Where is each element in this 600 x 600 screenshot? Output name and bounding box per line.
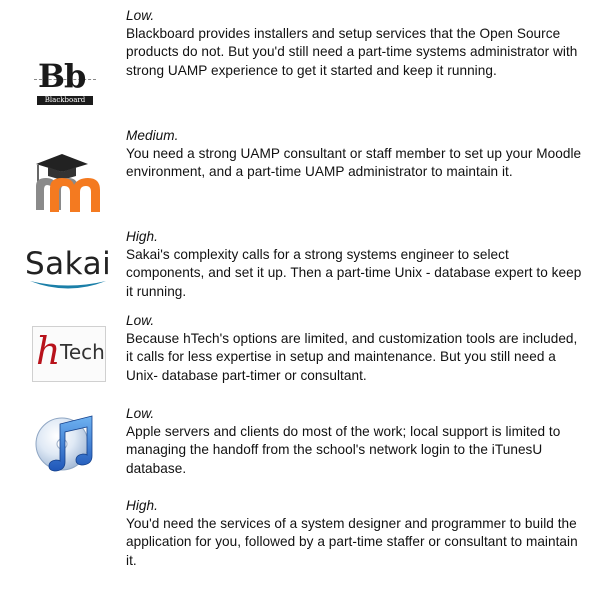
entry-text xyxy=(126,7,586,80)
entry-text xyxy=(126,497,586,570)
htech-logo-tech: Tech xyxy=(60,340,105,364)
moodle-logo xyxy=(28,150,108,214)
blackboard-logo-letters: Bb xyxy=(38,57,86,95)
itunes-logo xyxy=(34,410,100,476)
entry-text xyxy=(126,405,586,478)
support-level: Medium. xyxy=(126,128,179,143)
entry-description: Because hTech's options are limited, and customization tools are included, it calls for less expertise in setup and maintenance. But you still need a Unix- database part-timer or consultant. xyxy=(126,331,578,383)
blackboard-logo-label: Blackboard xyxy=(37,96,93,105)
entry-description: You need a strong UAMP consultant or staff member to set up your Moodle environment, and a part-time UAMP administrator to maintain it. xyxy=(126,146,582,180)
htech-logo xyxy=(32,326,106,382)
entry-text xyxy=(126,312,586,385)
support-level: High. xyxy=(126,498,158,513)
entry-description: Sakai's complexity calls for a strong systems engineer to select components, and set it up. Then a part-time Unix - database expert to keep it running. xyxy=(126,247,582,299)
blackboard-logo xyxy=(34,56,96,106)
entry-text xyxy=(126,228,586,301)
sakai-swoosh-icon xyxy=(28,278,108,294)
sakai-logo-word: Sakai xyxy=(25,246,112,282)
support-level: Low. xyxy=(126,8,155,23)
entry-text xyxy=(126,127,586,182)
entry-description: Blackboard provides installers and setup services that the Open Source products do not. But you'd still need a part-time systems administrator with strong UAMP experience to get it started and keep it running. xyxy=(126,26,578,78)
support-level: Low. xyxy=(126,406,155,421)
entry-description: You'd need the services of a system designer and programmer to build the application for you, followed by a part-time staffer or consultant to maintain it. xyxy=(126,516,578,568)
support-level: Low. xyxy=(126,313,155,328)
entry-description: Apple servers and clients do most of the work; local support is limited to managing the handoff from the school's network login to the iTunesU database. xyxy=(126,424,561,476)
htech-logo-h: h xyxy=(36,329,61,373)
support-level: High. xyxy=(126,229,158,244)
